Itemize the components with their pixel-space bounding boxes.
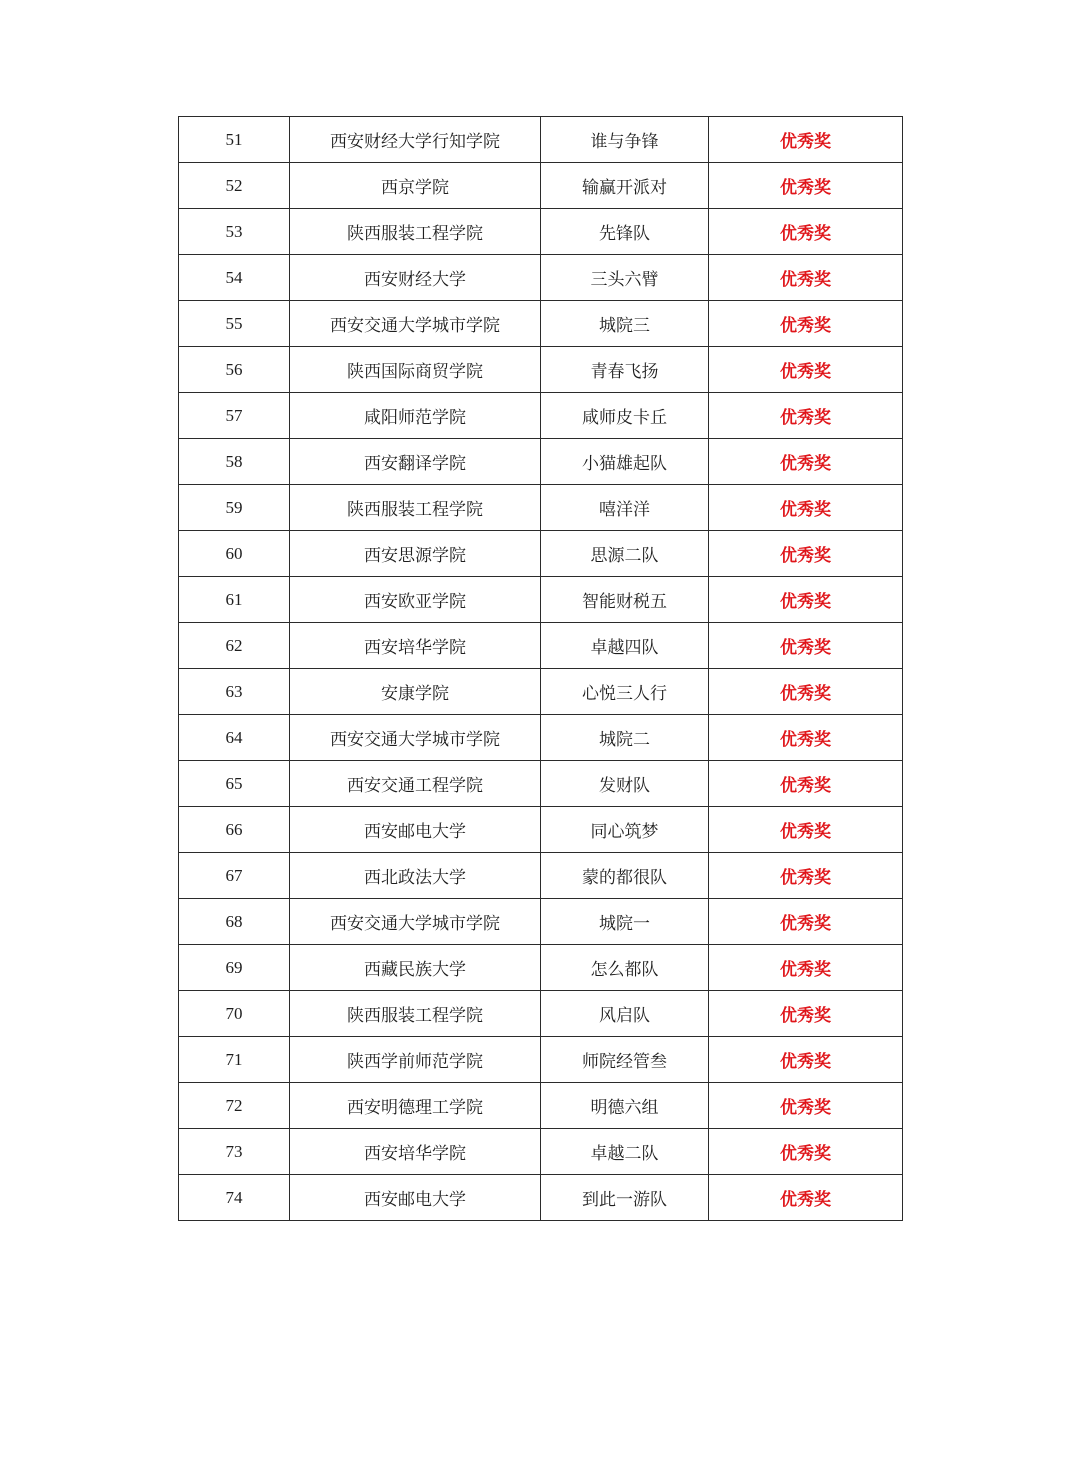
row-number-cell: 70 — [179, 991, 290, 1037]
table-row — [179, 945, 903, 991]
school-name-cell: 陕西国际商贸学院 — [290, 347, 541, 393]
award-cell: 优秀奖 — [709, 117, 903, 163]
school-name-cell: 西安财经大学行知学院 — [290, 117, 541, 163]
row-number-cell: 53 — [179, 209, 290, 255]
award-cell: 优秀奖 — [709, 1175, 903, 1221]
table-row — [179, 255, 903, 301]
school-name-cell: 陕西服装工程学院 — [290, 209, 541, 255]
school-name-cell: 西安欧亚学院 — [290, 577, 541, 623]
team-name-cell: 心悦三人行 — [541, 669, 709, 715]
row-number-cell: 72 — [179, 1083, 290, 1129]
award-cell: 优秀奖 — [709, 899, 903, 945]
table-row — [179, 209, 903, 255]
row-number-cell: 67 — [179, 853, 290, 899]
row-number-cell: 65 — [179, 761, 290, 807]
row-number-cell: 69 — [179, 945, 290, 991]
team-name-cell: 城院二 — [541, 715, 709, 761]
team-name-cell: 发财队 — [541, 761, 709, 807]
row-number-cell: 68 — [179, 899, 290, 945]
table-row — [179, 301, 903, 347]
row-number-cell: 58 — [179, 439, 290, 485]
team-name-cell: 蒙的都很队 — [541, 853, 709, 899]
team-name-cell: 到此一游队 — [541, 1175, 709, 1221]
team-name-cell: 三头六臂 — [541, 255, 709, 301]
table-row — [179, 761, 903, 807]
school-name-cell: 西安翻译学院 — [290, 439, 541, 485]
table-row — [179, 853, 903, 899]
table-row — [179, 715, 903, 761]
award-cell: 优秀奖 — [709, 577, 903, 623]
school-name-cell: 西安培华学院 — [290, 1129, 541, 1175]
table-row — [179, 899, 903, 945]
team-name-cell: 思源二队 — [541, 531, 709, 577]
school-name-cell: 西安交通大学城市学院 — [290, 301, 541, 347]
team-name-cell: 怎么都队 — [541, 945, 709, 991]
row-number-cell: 71 — [179, 1037, 290, 1083]
table-row — [179, 393, 903, 439]
table-row — [179, 1083, 903, 1129]
school-name-cell: 西京学院 — [290, 163, 541, 209]
award-cell: 优秀奖 — [709, 669, 903, 715]
row-number-cell: 64 — [179, 715, 290, 761]
team-name-cell: 青春飞扬 — [541, 347, 709, 393]
school-name-cell: 西安邮电大学 — [290, 807, 541, 853]
school-name-cell: 安康学院 — [290, 669, 541, 715]
row-number-cell: 59 — [179, 485, 290, 531]
team-name-cell: 小猫雄起队 — [541, 439, 709, 485]
table-row — [179, 439, 903, 485]
awards-table — [178, 116, 903, 1221]
table-row — [179, 163, 903, 209]
award-cell: 优秀奖 — [709, 301, 903, 347]
row-number-cell: 63 — [179, 669, 290, 715]
row-number-cell: 57 — [179, 393, 290, 439]
table-row — [179, 991, 903, 1037]
award-cell: 优秀奖 — [709, 163, 903, 209]
award-cell: 优秀奖 — [709, 1129, 903, 1175]
school-name-cell: 西安邮电大学 — [290, 1175, 541, 1221]
row-number-cell: 73 — [179, 1129, 290, 1175]
school-name-cell: 陕西服装工程学院 — [290, 485, 541, 531]
award-cell: 优秀奖 — [709, 715, 903, 761]
school-name-cell: 西藏民族大学 — [290, 945, 541, 991]
row-number-cell: 74 — [179, 1175, 290, 1221]
award-cell: 优秀奖 — [709, 1083, 903, 1129]
team-name-cell: 城院一 — [541, 899, 709, 945]
team-name-cell: 输赢开派对 — [541, 163, 709, 209]
award-cell: 优秀奖 — [709, 209, 903, 255]
awards-table-body — [179, 117, 903, 1221]
row-number-cell: 62 — [179, 623, 290, 669]
school-name-cell: 西北政法大学 — [290, 853, 541, 899]
award-cell: 优秀奖 — [709, 853, 903, 899]
table-row — [179, 623, 903, 669]
school-name-cell: 陕西学前师范学院 — [290, 1037, 541, 1083]
school-name-cell: 西安思源学院 — [290, 531, 541, 577]
team-name-cell: 同心筑梦 — [541, 807, 709, 853]
table-row — [179, 1175, 903, 1221]
award-cell: 优秀奖 — [709, 393, 903, 439]
award-cell: 优秀奖 — [709, 623, 903, 669]
team-name-cell: 咸师皮卡丘 — [541, 393, 709, 439]
team-name-cell: 谁与争锋 — [541, 117, 709, 163]
team-name-cell: 智能财税五 — [541, 577, 709, 623]
team-name-cell: 风启队 — [541, 991, 709, 1037]
school-name-cell: 西安明德理工学院 — [290, 1083, 541, 1129]
row-number-cell: 56 — [179, 347, 290, 393]
school-name-cell: 西安交通大学城市学院 — [290, 899, 541, 945]
row-number-cell: 61 — [179, 577, 290, 623]
award-cell: 优秀奖 — [709, 1037, 903, 1083]
team-name-cell: 卓越二队 — [541, 1129, 709, 1175]
award-cell: 优秀奖 — [709, 347, 903, 393]
row-number-cell: 52 — [179, 163, 290, 209]
table-row — [179, 1129, 903, 1175]
award-cell: 优秀奖 — [709, 531, 903, 577]
table-row — [179, 669, 903, 715]
table-row — [179, 117, 903, 163]
table-row — [179, 531, 903, 577]
row-number-cell: 66 — [179, 807, 290, 853]
table-row — [179, 577, 903, 623]
row-number-cell: 55 — [179, 301, 290, 347]
table-row — [179, 807, 903, 853]
team-name-cell: 先锋队 — [541, 209, 709, 255]
team-name-cell: 城院三 — [541, 301, 709, 347]
table-row — [179, 347, 903, 393]
award-cell: 优秀奖 — [709, 761, 903, 807]
team-name-cell: 嘻洋洋 — [541, 485, 709, 531]
school-name-cell: 西安财经大学 — [290, 255, 541, 301]
table-row — [179, 1037, 903, 1083]
school-name-cell: 西安交通工程学院 — [290, 761, 541, 807]
award-cell: 优秀奖 — [709, 255, 903, 301]
table-row — [179, 485, 903, 531]
row-number-cell: 54 — [179, 255, 290, 301]
school-name-cell: 西安培华学院 — [290, 623, 541, 669]
row-number-cell: 60 — [179, 531, 290, 577]
award-cell: 优秀奖 — [709, 439, 903, 485]
award-cell: 优秀奖 — [709, 945, 903, 991]
school-name-cell: 西安交通大学城市学院 — [290, 715, 541, 761]
award-cell: 优秀奖 — [709, 991, 903, 1037]
team-name-cell: 师院经管叁 — [541, 1037, 709, 1083]
award-cell: 优秀奖 — [709, 485, 903, 531]
team-name-cell: 卓越四队 — [541, 623, 709, 669]
row-number-cell: 51 — [179, 117, 290, 163]
team-name-cell: 明德六组 — [541, 1083, 709, 1129]
school-name-cell: 陕西服装工程学院 — [290, 991, 541, 1037]
award-cell: 优秀奖 — [709, 807, 903, 853]
school-name-cell: 咸阳师范学院 — [290, 393, 541, 439]
